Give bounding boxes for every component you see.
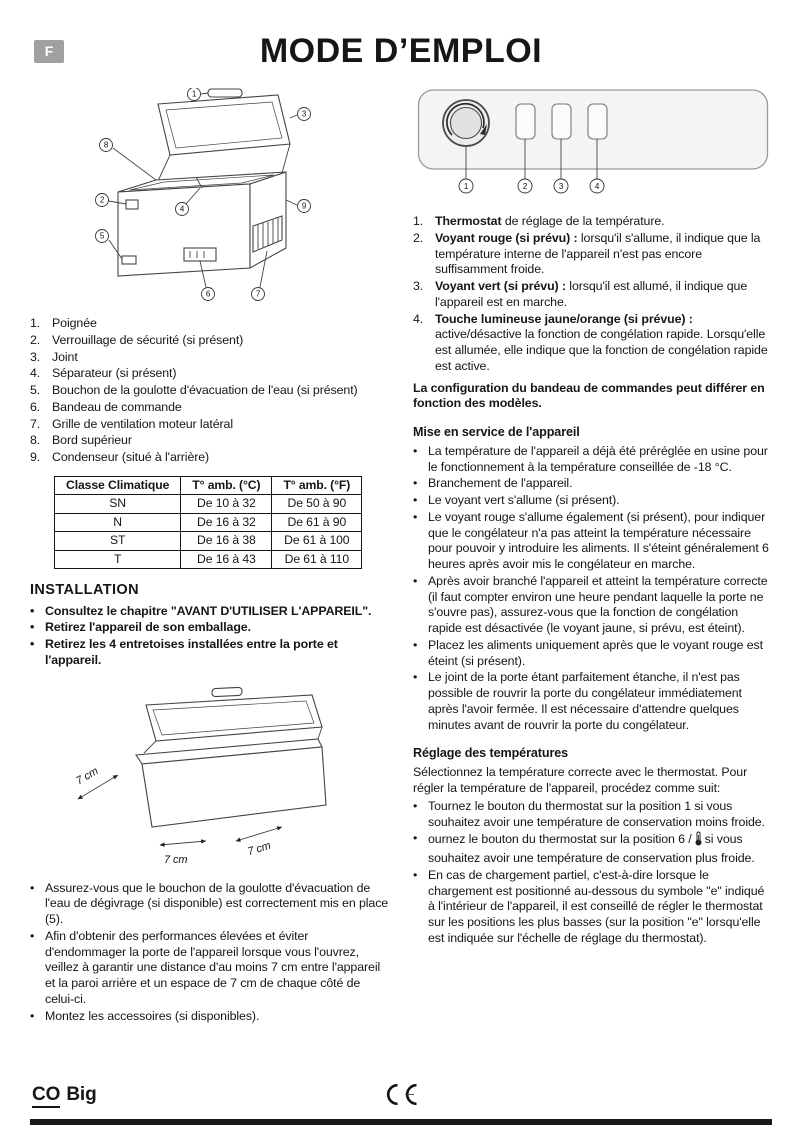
callout-6-label: 6: [205, 289, 211, 299]
clearance-label: 7 cm: [163, 853, 187, 866]
indicator-button-shape: [552, 104, 571, 139]
table-header-row: [55, 476, 362, 494]
list-item: 7. Grille de ventilation moteur latéral: [30, 416, 233, 431]
list-item: • Tournez le bouton du thermostat sur la position 1 si vous souhaitez avoir une température de conservation moins froide.: [413, 798, 765, 829]
temperature-heading: Réglage des températures: [413, 746, 569, 761]
table-cell: De 61 à 100: [272, 532, 362, 550]
list-item: 2. Verrouillage de sécurité (si présent): [30, 332, 244, 347]
list-item: • Le voyant vert s'allume (si présent).: [413, 493, 620, 508]
lock-shape: [126, 200, 138, 209]
control-panel-diagram: [417, 88, 769, 198]
table-header: T° amb. (°F): [272, 476, 362, 494]
temperature-intro: Sélectionnez la température correcte avec le thermostat. Pour régler la température de l'appareil, procédez comme suit:: [413, 765, 748, 796]
list-item: 5. Bouchon de la goulotte d'évacuation de l'eau (si présent): [30, 383, 358, 397]
table-cell: T: [55, 550, 181, 568]
page-footer: [32, 1077, 770, 1109]
control-panel-legend: [413, 214, 772, 375]
callout-9-label: 9: [301, 201, 307, 211]
clearance-label: 7 cm: [245, 839, 272, 858]
list-item: • Placez les aliments uniquement après que le voyant rouge est éteint (si présent).: [413, 637, 763, 668]
table-header: Classe Climatique: [55, 476, 181, 494]
drain-plug-shape: [122, 256, 136, 264]
installation-heading: INSTALLATION: [30, 582, 139, 599]
table-cell: De 10 à 32: [181, 495, 272, 513]
table-row: [55, 550, 362, 568]
list-item: • Le joint de la porte étant parfaitement étanche, il n'est pas possible de rouvrir la porte du congélateur immédiatement après l'avoir fermée. Il est nécessaire d'attendre quelques minutes avant de rouvrir la porte du congélateur.: [413, 670, 742, 732]
table-cell: De 50 à 90: [272, 495, 362, 513]
list-item: • Montez les accessoires (si disponibles).: [30, 1008, 260, 1023]
table-cell: De 61 à 110: [272, 550, 362, 568]
table-cell: De 16 à 43: [181, 550, 272, 568]
list-item: 1. Poignée: [30, 316, 97, 330]
list-item: 4. Séparateur (si présent): [30, 366, 177, 381]
table-cell: SN: [55, 495, 181, 513]
list-item: 3. Joint: [30, 349, 78, 364]
brand-logo: CO Big: [32, 1083, 97, 1107]
page-title: MODE D’EMPLOI: [259, 32, 543, 70]
list-item: 6. Bandeau de commande: [30, 399, 182, 414]
list-item: • Retirez les 4 entretoises installées entre la porte et l'appareil.: [30, 637, 338, 667]
list-item: • Retirez l'appareil de son emballage.: [30, 620, 251, 635]
table-cell: De 16 à 32: [181, 513, 272, 531]
table-header: T° amb. (°C): [181, 476, 272, 494]
table-cell: De 61 à 90: [272, 513, 362, 531]
startup-heading: Mise en service de l'appareil: [413, 425, 580, 439]
list-item: 1. Thermostat de réglage de la température.: [413, 214, 665, 228]
list-item: • Consultez le chapitre "AVANT D'UTILISER L'APPAREIL".: [30, 603, 372, 618]
callout-3-label: 3: [301, 109, 307, 119]
panel-config-note: La configuration du bandeau de commandes peut différer en fonction des modèles.: [413, 380, 765, 411]
list-item: • La température de l'appareil a déjà été préréglée en usine pour le fonctionnement à la température conseillée de -18 °C.: [413, 443, 768, 474]
callout-2-label: 2: [99, 195, 105, 205]
indicator-button-shape: [516, 104, 535, 139]
indicator-button-shape: [588, 104, 607, 139]
handle-shape: [211, 687, 241, 697]
callout-8-label: 8: [103, 140, 109, 150]
language-badge: F: [34, 40, 64, 63]
panel-callout-3-label: 3: [558, 181, 563, 191]
control-strip-shape: [184, 248, 216, 261]
list-item: 2. Voyant rouge (si prévu) : lorsqu'il s'allume, il indique que la température interne de l'appareil n'est pas encore suffisamment froide.: [413, 230, 761, 277]
table-row: [55, 513, 362, 531]
footer-rule: [30, 1119, 772, 1125]
parts-list: [30, 316, 389, 466]
callout-5-label: 5: [99, 231, 105, 241]
clearance-diagram: [60, 675, 360, 873]
list-item: 3. Voyant vert (si prévu) : lorsqu'il est allumé, il indique que l'appareil est en marche.: [413, 279, 748, 309]
callout-4-label: 4: [179, 204, 185, 214]
table-row: [55, 532, 362, 550]
thermometer-icon: [694, 831, 703, 851]
list-item: • Assurez-vous que le bouchon de la goulotte d'évacuation de l'eau de dégivrage (si disponible) est correctement mis en place (5).: [30, 880, 389, 927]
panel-callout-2-label: 2: [522, 181, 527, 191]
panel-callout-4-label: 4: [594, 181, 599, 191]
list-item: 8. Bord supérieur: [30, 433, 132, 448]
freezer-parts-diagram: [92, 88, 327, 308]
table-row: [55, 495, 362, 513]
clearance-label: 7 cm: [73, 764, 100, 787]
callout-1-label: 1: [191, 89, 197, 99]
list-item: • Le voyant rouge s'allume également (si présent), pour indiquer que le congélateur n'a pas atteint la température nécessaire pour pouvoir y introduire les aliments. Il s'éteint généralement 6 heures après avoir mis le congélateur en marche.: [413, 509, 769, 572]
list-item: • ournez le bouton du thermostat sur la position 6 / si vous souhaitez avoir une température de conservation plus froide.: [413, 831, 755, 866]
list-item: • Branchement de l'appareil.: [413, 476, 573, 491]
list-item: • Après avoir branché l'appareil et atteint la température correcte (il faut compter environ une heure pendant laquelle la porte ne s'ouvre pas), assurez-vous que la fonction de congélation rapide est désactivée (le voyant jaune, si prévu, est éteint).: [413, 573, 768, 636]
handle-shape: [208, 89, 242, 97]
table-cell: N: [55, 513, 181, 531]
climate-class-table: [54, 476, 362, 569]
table-cell: ST: [55, 532, 181, 550]
left-column: [30, 86, 389, 1025]
ce-mark-icon: [383, 1082, 419, 1107]
list-item: 4. Touche lumineuse jaune/orange (si prévue) : active/désactive la fonction de congélation rapide. Lorsqu'elle est allumée, elle indique que la fonction de congélation rapide est active.: [413, 311, 768, 373]
panel-callout-1-label: 1: [463, 181, 468, 191]
list-item: • En cas de chargement partiel, c'est-à-dire lorsque le chargement est positionné au-dessous du symbole "e" indiqué à l'intérieur de l'appareil, il est conseillé de régler le thermostat sur les positions les plus basses (sur la position "e" lorsqu'elle est indiquée sur l'échelle de réglage du thermostat).: [413, 867, 765, 945]
list-item: • Afin d'obtenir des performances élevées et éviter d'endommager la porte de l'appareil lorsque vous l'ouvrez, veillez à garantir une distance d'au moins 7 cm entre l'appareil et la paroi arrière et un espace de 7 cm de chaque côté de celui-ci.: [30, 928, 381, 1006]
page-header: [30, 22, 772, 80]
callout-7-label: 7: [255, 289, 261, 299]
table-cell: De 16 à 38: [181, 532, 272, 550]
right-column: [413, 86, 772, 1025]
list-item: 9. Condenseur (situé à l'arrière): [30, 450, 210, 464]
